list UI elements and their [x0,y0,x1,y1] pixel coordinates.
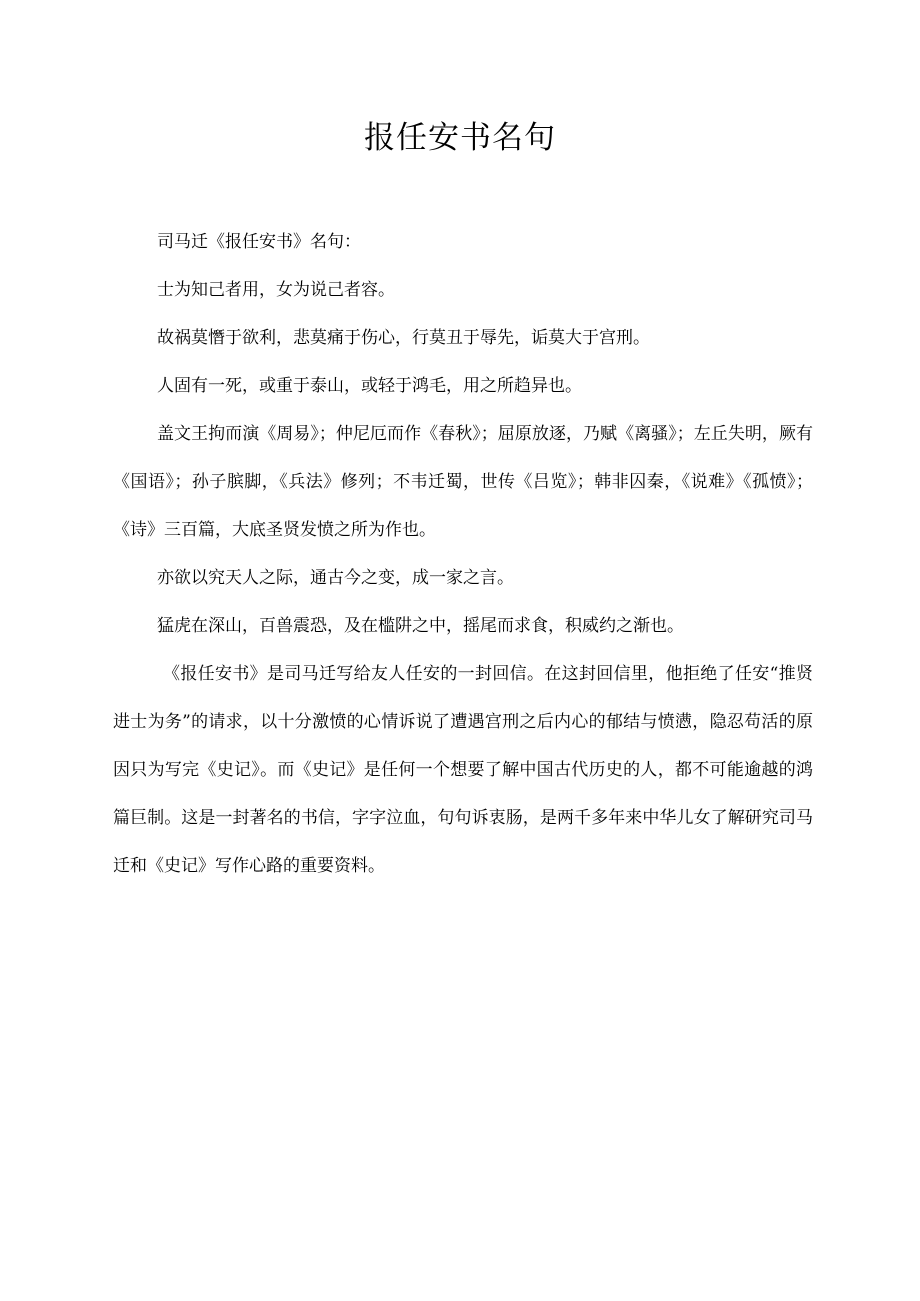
paragraph-quote-4: 盖文王拘而演《周易》；仲尼厄而作《春秋》；屈原放逐，乃赋《离骚》；左丘失明，厥有《国语》；孙子膑脚，《兵法》修列；不韦迁蜀，世传《吕览》；韩非囚秦，《说难》《孤愤》；《诗》三百篇，大底圣贤发愤之所为作也。 [113,424,813,540]
document-body [113,218,813,890]
paragraph-intro: 司马迁《报任安书》名句： [157,232,361,252]
paragraph-quote-6: 猛虎在深山，百兽震恐，及在槛阱之中，摇尾而求食，积威约之渐也。 [157,616,684,636]
paragraph-quote-2: 故祸莫憯于欲利，悲莫痛于伤心，行莫丑于辱先，诟莫大于宫刑。 [157,328,650,348]
paragraph-quote-5: 亦欲以究天人之际，通古今之变，成一家之言。 [157,568,514,588]
document-title: 报任安书名句 [364,120,556,156]
paragraph-commentary: 《报任安书》是司马迁写给友人任安的一封回信。在这封回信里，他拒绝了任安“推贤进士为务”的请求，以十分激愤的心情诉说了遭遇宫刑之后内心的郁结与愤懑，隐忍苟活的原因只为写完《史记》。而《史记》是任何一个想要了解中国古代历史的人，都不可能逾越的鸿篇巨制。这是一封著名的书信，字字泣血，句句诉衷肠，是两千多年来中华儿女了解研究司马迁和《史记》写作心路的重要资料。 [113,664,813,876]
paragraph-quote-3: 人固有一死，或重于泰山，或轻于鸿毛，用之所趋异也。 [157,376,582,396]
paragraph-quote-1: 士为知己者用，女为说己者容。 [157,280,395,300]
